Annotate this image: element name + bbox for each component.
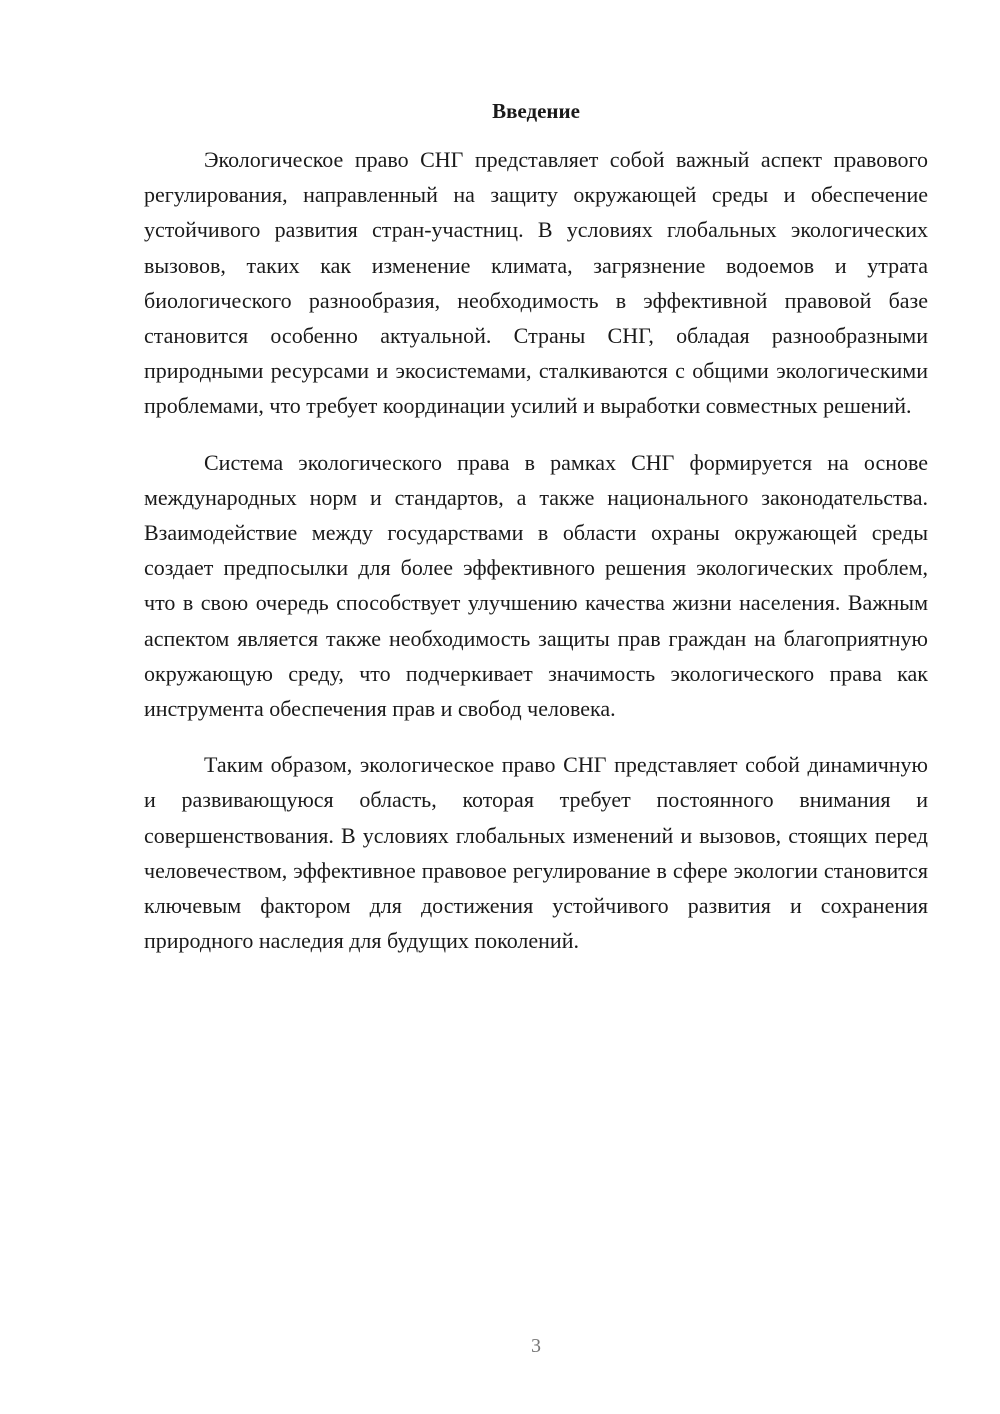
document-title: Введение bbox=[492, 99, 580, 123]
paragraph-1: Экологическое право СНГ представляет собой важный аспект правового регулирования, направленный на защиту окружающей среды и обеспечение устойчивого развития стран-участниц. В условиях глобальных экологических вызовов, таких как изменение климата, загрязнение водоемов и утрата биологического разнообразия, необходимость в эффективной правовой базе становится особенно актуальной. Страны СНГ, обладая разнообразными природными ресурсами и экосистемами, сталкиваются с общими экологическими проблемами, что требует координации усилий и выработки совместных решений. bbox=[144, 147, 928, 419]
paragraph-3: Таким образом, экологическое право СНГ представляет собой динамичную и развивающуюся область, которая требует постоянного внимания и совершенствования. В условиях глобальных изменений и вызовов, стоящих перед человечеством, эффективное правовое регулирование в сфере экологии становится ключевым фактором для достижения устойчивого развития и сохранения природного наследия для будущих поколений. bbox=[144, 752, 928, 954]
paragraph-2: Система экологического права в рамках СНГ формируется на основе международных норм и стандартов, а также национального законодательства. Взаимодействие между государствами в области охраны окружающей среды создает предпосылки для более эффективного решения экологических проблем, что в свою очередь способствует улучшению качества жизни населения. Важным аспектом является также необходимость защиты прав граждан на благоприятную окружающую среду, что подчеркивает значимость экологического права как инструмента обеспечения прав и свобод человека. bbox=[144, 449, 928, 722]
page-number: 3 bbox=[531, 1335, 541, 1357]
document-body bbox=[144, 142, 928, 979]
